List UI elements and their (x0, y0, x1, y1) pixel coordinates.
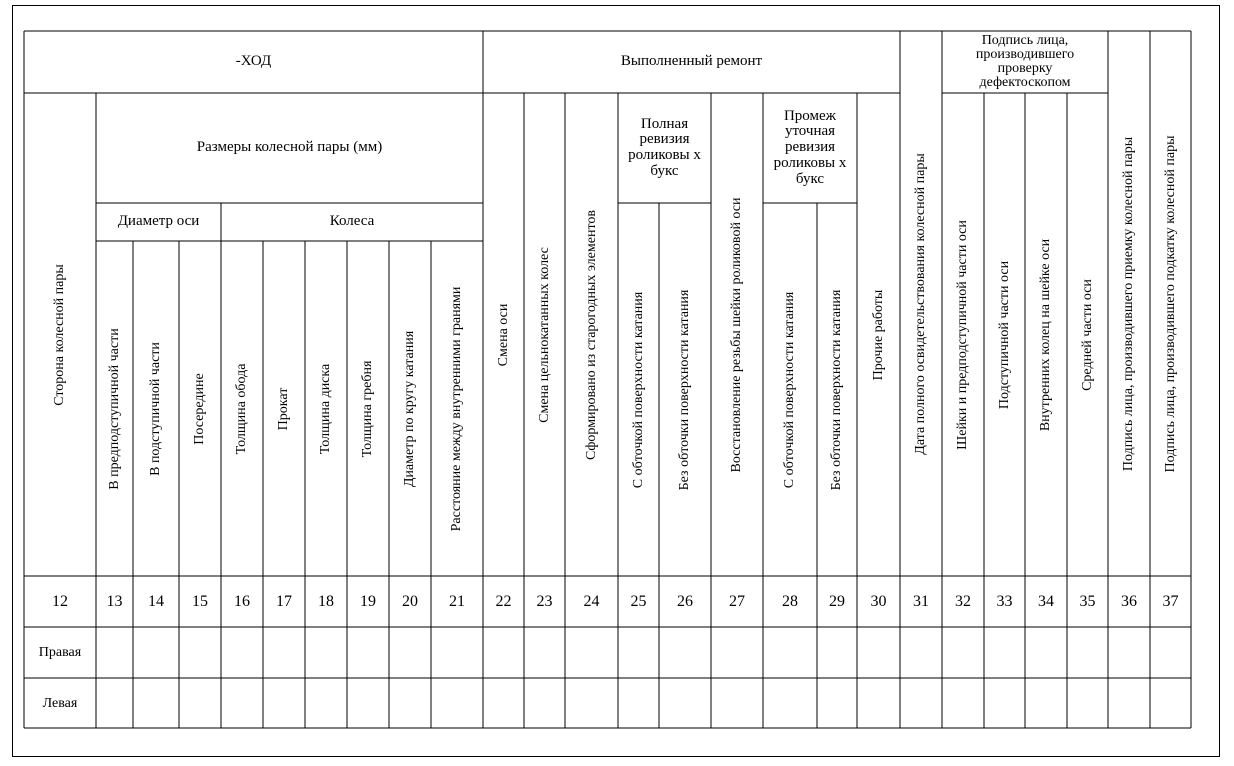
table-cell[interactable] (1026, 628, 1066, 677)
row-label-right: Правая (38, 644, 82, 660)
table-cell[interactable] (134, 628, 178, 677)
column-header-23: Смена цельнокатанных колес (536, 246, 552, 423)
table-cell[interactable] (660, 679, 710, 728)
table-cell[interactable] (943, 679, 983, 728)
table-cell[interactable] (1109, 628, 1149, 677)
column-number-28: 28 (782, 592, 798, 610)
defectoscope-signature-header: Подпись лица, производившего проверку дефектоскопом (975, 33, 1075, 90)
wheels-header: Колеса (329, 213, 375, 230)
column-header-31: Дата полного освидетельствования колесной пары (913, 152, 928, 455)
table-cell[interactable] (619, 628, 658, 677)
column-number-16: 16 (234, 592, 250, 610)
column-number-33: 33 (996, 592, 1013, 610)
column-header-15: Посередине (192, 372, 207, 445)
table-cell[interactable] (566, 679, 617, 728)
table-cell[interactable] (222, 679, 262, 728)
row-label-left: Левая (42, 695, 78, 711)
table-cell[interactable] (97, 628, 132, 677)
table-cell[interactable] (390, 628, 430, 677)
column-number-24: 24 (583, 592, 600, 610)
table-cell[interactable] (566, 628, 617, 677)
repair-header: Выполненный ремонт (620, 53, 763, 70)
table-cell[interactable] (222, 628, 262, 677)
wheelset-sizes-header: Размеры колесной пары (мм) (196, 139, 383, 156)
table-cell[interactable] (1109, 679, 1149, 728)
column-header-14: В подступичной части (148, 341, 163, 476)
column-number-23: 23 (536, 592, 553, 610)
table-cell[interactable] (764, 628, 816, 677)
table-cell[interactable] (943, 628, 983, 677)
table-cell[interactable] (858, 628, 899, 677)
column-number-21: 21 (449, 592, 465, 610)
column-number-22: 22 (495, 592, 512, 610)
column-header-16: Толщина обода (234, 363, 249, 454)
column-number-18: 18 (318, 592, 334, 610)
column-header-17: Прокат (276, 387, 291, 430)
table-cell[interactable] (901, 679, 941, 728)
title-header: -ХОД (235, 53, 272, 70)
axle-diameter-header: Диаметр оси (117, 213, 200, 230)
column-header-32: Шейки и предподступичной части оси (955, 219, 970, 450)
table-cell[interactable] (1026, 679, 1066, 728)
table-cell[interactable] (134, 679, 178, 728)
table-cell[interactable] (818, 679, 856, 728)
column-number-29: 29 (829, 592, 845, 610)
column-header-30: Прочие работы (870, 289, 886, 380)
column-header-24: Сформировано из старогодных элементов (583, 209, 599, 460)
table-cell[interactable] (525, 628, 564, 677)
table-cell[interactable] (1151, 679, 1190, 728)
table-cell[interactable] (390, 679, 430, 728)
table-cell[interactable] (858, 679, 899, 728)
column-number-13: 13 (106, 592, 123, 610)
table-cell[interactable] (525, 679, 564, 728)
table-cell[interactable] (985, 679, 1024, 728)
column-header-25: С обточкой поверхности катания (630, 291, 646, 488)
table-cell[interactable] (764, 679, 816, 728)
column-number-30: 30 (870, 592, 887, 610)
table-cell[interactable] (901, 628, 941, 677)
full-revision-header: Полная ревизия роликовы х букс (628, 115, 701, 179)
column-header-29: Без обточки поверхности катания (829, 289, 844, 490)
table-cell[interactable] (264, 628, 304, 677)
table-cell[interactable] (306, 628, 346, 677)
column-number-37: 37 (1162, 592, 1179, 610)
column-number-25: 25 (630, 592, 647, 610)
column-number-34: 34 (1038, 592, 1054, 610)
table-cell[interactable] (97, 679, 132, 728)
table-cell[interactable] (348, 679, 388, 728)
column-number-14: 14 (148, 592, 164, 610)
column-number-17: 17 (276, 592, 292, 610)
column-number-26: 26 (677, 592, 693, 610)
column-header-35: Средней части оси (1079, 278, 1095, 391)
column-header-20: Диаметр по кругу катания (402, 330, 417, 487)
column-number-32: 32 (955, 592, 971, 610)
table-cell[interactable] (180, 679, 220, 728)
table-cell[interactable] (619, 679, 658, 728)
table-cell[interactable] (660, 628, 710, 677)
column-header-33: Подступичной части оси (996, 260, 1012, 409)
column-header-19: Толщина гребня (360, 360, 375, 457)
table-cell[interactable] (1151, 628, 1190, 677)
column-header-18: Толщина диска (318, 363, 333, 454)
intermediate-revision-header: Промеж уточная ревизия роликовы х букс (773, 107, 847, 187)
column-header-22: Смена оси (495, 303, 511, 366)
column-number-31: 31 (913, 592, 929, 610)
table-cell[interactable] (712, 628, 762, 677)
column-header-13: В предподступичной части (106, 327, 122, 490)
column-number-27: 27 (729, 592, 745, 610)
table-cell[interactable] (264, 679, 304, 728)
table-cell[interactable] (180, 628, 220, 677)
column-number-20: 20 (402, 592, 418, 610)
column-header-34: Внутренних колец на шейке оси (1038, 238, 1053, 431)
column-header-27: Восстановление резьбы шейки роликовой оси (729, 197, 744, 472)
table-cell[interactable] (1068, 679, 1107, 728)
table-cell[interactable] (432, 628, 482, 677)
table-cell[interactable] (712, 679, 762, 728)
table-cell[interactable] (306, 679, 346, 728)
table-cell[interactable] (348, 628, 388, 677)
column-number-36: 36 (1121, 592, 1137, 610)
column-header-12: Сторона колесной пары (52, 263, 67, 406)
column-number-15: 15 (192, 592, 208, 610)
column-header-21: Расстояние между внутренними гранями (449, 286, 464, 531)
column-header-37: Подпись лица, производившего подкатку колесной пары (1162, 135, 1178, 472)
column-header-26: Без обточки поверхности катания (677, 289, 692, 490)
table-cell[interactable] (818, 628, 856, 677)
column-header-36: Подпись лица, производившего приемку колесной пары (1121, 136, 1136, 471)
table-cell[interactable] (1068, 628, 1107, 677)
table-cell[interactable] (484, 679, 523, 728)
table-cell[interactable] (484, 628, 523, 677)
column-header-28: С обточкой поверхности катания (782, 291, 797, 488)
table-cell[interactable] (985, 628, 1024, 677)
column-number-12: 12 (52, 592, 68, 610)
table-cell[interactable] (432, 679, 482, 728)
column-number-35: 35 (1079, 592, 1096, 610)
column-number-19: 19 (360, 592, 376, 610)
